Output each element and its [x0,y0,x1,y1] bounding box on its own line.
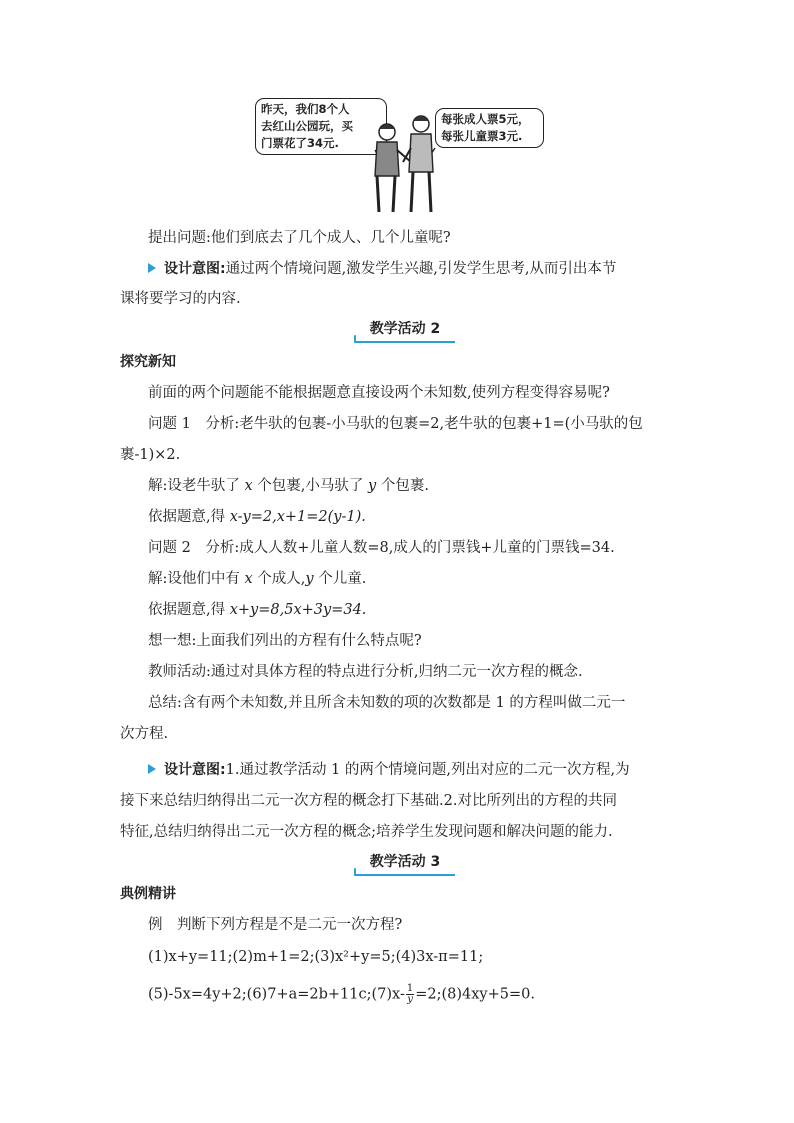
activity-title: 教学活动 3 [369,854,441,870]
two-people-figure [359,110,445,216]
equation: x+y=8,5x+3y=34. [229,602,367,618]
math-var: x [244,571,253,587]
paragraph: 次方程. [120,726,169,742]
text-run: 个成人, [257,571,306,587]
intent-label: 设计意图: [164,762,226,778]
paragraph [148,600,708,620]
design-intent-2 [148,760,708,780]
paragraph: 总结:含有两个未知数,并且所含未知数的项的次数都是 1 的方程叫做二元一 [148,695,626,711]
activity-2-heading [355,319,455,339]
paragraph [148,569,708,589]
paragraph: 问题 1 分析:老牛驮的包裹-小马驮的包裹=2,老牛驮的包裹+1=(小马驮的包 [148,416,643,432]
math-var: y [305,571,314,587]
activity-3-heading [355,852,455,872]
paragraph: 教师活动:通过对具体方程的特点进行分析,归纳二元一次方程的概念. [148,664,583,680]
equation-list-line-2 [148,984,708,1005]
text-run: 依据题意,得 [148,509,226,525]
paragraph: 前面的两个问题能不能根据题意直接设两个未知数,使列方程变得容易呢? [148,385,610,401]
bubble-line: 昨天，我们8个人 [261,102,350,116]
design-intent-2-cont: 接下来总结归纳得出二元一次方程的概念打下基础.2.对比所列出的方程的共同 [120,793,617,809]
paragraph [148,507,708,527]
explore-heading: 探究新知 [120,354,176,370]
bullet-triangle-icon [148,263,156,273]
intent-text: 通过两个情境问题,激发学生兴趣,引发学生思考,从而引出本节 [225,261,617,277]
text-run: 个包裹. [380,478,429,494]
intent-label: 设计意图: [164,261,226,277]
bubble-line: 每张儿童票3元. [441,129,523,143]
text-run: =2;(8)4xy+5=0. [415,986,535,1003]
text-run: 个儿童. [318,571,367,587]
paragraph: 想一想:上面我们列出的方程有什么特点呢? [148,633,422,649]
equation: x-y=2,x+1=2(y-1). [229,509,366,525]
equation-list-line-1: (1)x+y=11;(2)m+1=2;(3)x²+y=5;(4)3x-π=11; [148,949,484,965]
example-heading: 典例精讲 [120,886,176,902]
question-text: 提出问题:他们到底去了几个成人、几个儿童呢? [148,230,451,246]
bubble-line: 每张成人票5元， [441,112,530,126]
math-var: x [244,478,253,494]
text-run: 解:设他们中有 [148,571,240,587]
math-var: y [368,478,377,494]
text-run: 解:设老牛驮了 [148,478,240,494]
paragraph: 问题 2 分析:成人人数+儿童人数=8,成人的门票钱+儿童的门票钱=34. [148,540,615,556]
design-intent-1 [148,259,708,279]
design-intent-2-cont: 特征,总结归纳得出二元一次方程的概念;培养学生发现问题和解决问题的能力. [120,824,613,840]
heading-underline [355,874,455,876]
speech-bubble-right [435,108,544,148]
paragraph [148,476,708,496]
intent-text: 1.通过教学活动 1 的两个情境问题,列出对应的二元一次方程,为 [225,762,630,778]
paragraph: 裹-1)×2. [120,447,181,463]
design-intent-1-cont: 课将要学习的内容. [120,291,241,307]
illustration [255,98,540,216]
text-run: (5)-5x=4y+2;(6)7+a=2b+11c;(7)x- [148,986,405,1003]
bullet-triangle-icon [148,764,156,774]
bubble-line: 去红山公园玩，买 [261,119,353,133]
text-run: 依据题意,得 [148,602,226,618]
text-run: 个包裹,小马驮了 [257,478,364,494]
bubble-line: 门票花了34元. [261,136,339,150]
example-intro: 例 判断下列方程是不是二元一次方程? [148,917,403,933]
heading-underline [355,341,455,343]
fraction [406,984,414,1005]
fraction-numerator: 1 [406,983,414,994]
activity-title: 教学活动 2 [369,321,441,337]
fraction-denominator: y [407,994,413,1005]
